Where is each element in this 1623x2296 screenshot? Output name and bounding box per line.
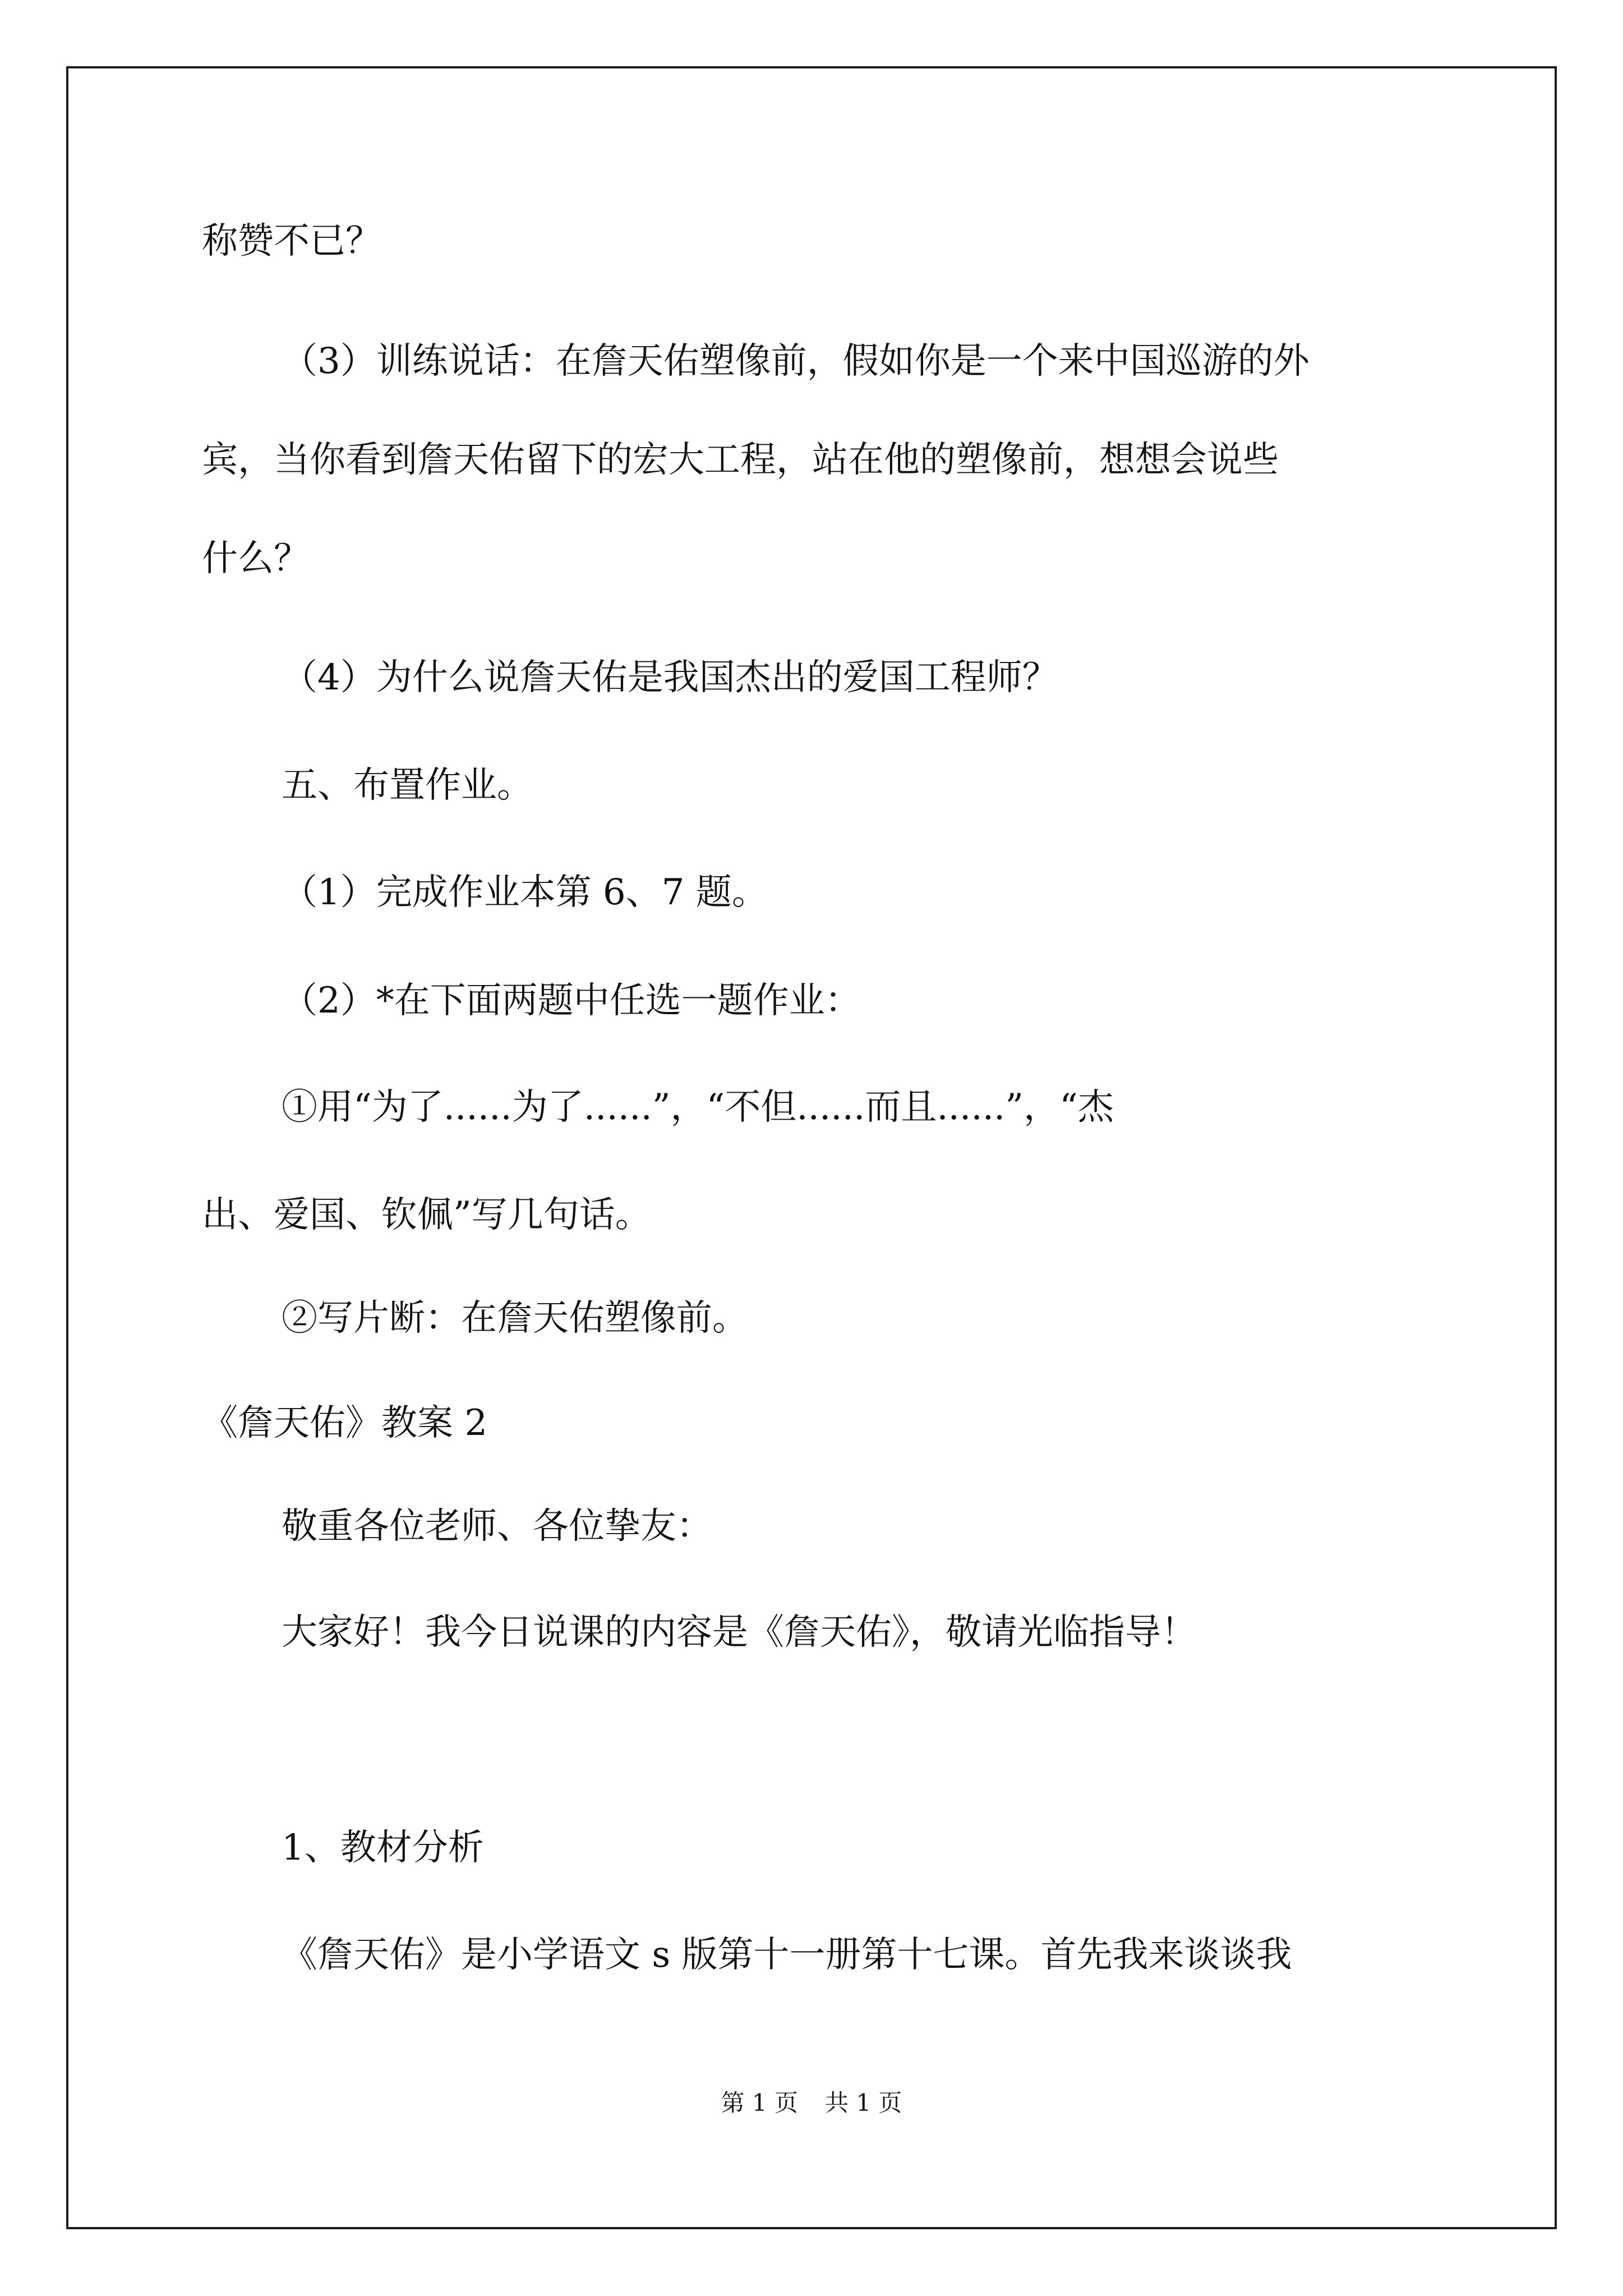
section-heading-homework bbox=[282, 765, 533, 806]
text-line: （2）*在下面两题中任选一题作业： bbox=[282, 980, 861, 1022]
paragraph-option-1-cont bbox=[202, 1194, 651, 1236]
section-heading-textbook-analysis bbox=[282, 1827, 484, 1869]
page-number: 第 1 页 bbox=[721, 2089, 798, 2116]
paragraph-textbook-analysis bbox=[282, 1934, 1292, 1976]
text-line: 敬重各位老师、各位挚友： bbox=[282, 1506, 712, 1547]
paragraph-homework-2 bbox=[282, 980, 861, 1022]
text-line: ②写片断：在詹天佑塑像前。 bbox=[282, 1297, 748, 1339]
paragraph-homework-1 bbox=[282, 872, 768, 913]
text-line: 五、布置作业。 bbox=[282, 765, 533, 806]
paragraph-speaking-practice-cont bbox=[202, 439, 1279, 579]
paragraph-speaking-practice bbox=[282, 341, 1310, 382]
page-border bbox=[66, 66, 1557, 2229]
text-line: 出、爱国、钦佩”写几句话。 bbox=[202, 1194, 651, 1236]
paragraph-intro bbox=[282, 1612, 1197, 1653]
paragraph-question-4 bbox=[282, 657, 1058, 698]
heading-lesson-plan-2 bbox=[202, 1402, 488, 1444]
text-line: 称赞不已？ bbox=[202, 220, 381, 262]
page-total: 共 1 页 bbox=[825, 2089, 902, 2116]
text-line: 《詹天佑》教案 2 bbox=[202, 1402, 488, 1444]
paragraph-option-1 bbox=[282, 1087, 1114, 1128]
text-line: 《詹天佑》是小学语文 s 版第十一册第十七课。首先我来谈谈我 bbox=[282, 1934, 1292, 1976]
text-line: （1）完成作业本第 6、7 题。 bbox=[282, 872, 768, 913]
text-line: （3）训练说话：在詹天佑塑像前，假如你是一个来中国巡游的外 bbox=[282, 341, 1310, 382]
text-line: 大家好！我今日说课的内容是《詹天佑》，敬请光临指导！ bbox=[282, 1612, 1197, 1653]
paragraph-option-2 bbox=[282, 1297, 748, 1339]
text-line: （4）为什么说詹天佑是我国杰出的爱国工程师？ bbox=[282, 657, 1058, 698]
paragraph-praise bbox=[202, 220, 381, 262]
text-line: 1、教材分析 bbox=[282, 1827, 484, 1869]
text-line: 什么？ bbox=[202, 538, 310, 579]
paragraph-greeting bbox=[282, 1506, 712, 1547]
text-line: ①用“为了......为了......”，“不但......而且......”，“杰 bbox=[282, 1087, 1114, 1128]
page-footer bbox=[0, 2091, 1623, 2115]
text-line: 宾，当你看到詹天佑留下的宏大工程，站在他的塑像前，想想会说些 bbox=[202, 439, 1279, 481]
